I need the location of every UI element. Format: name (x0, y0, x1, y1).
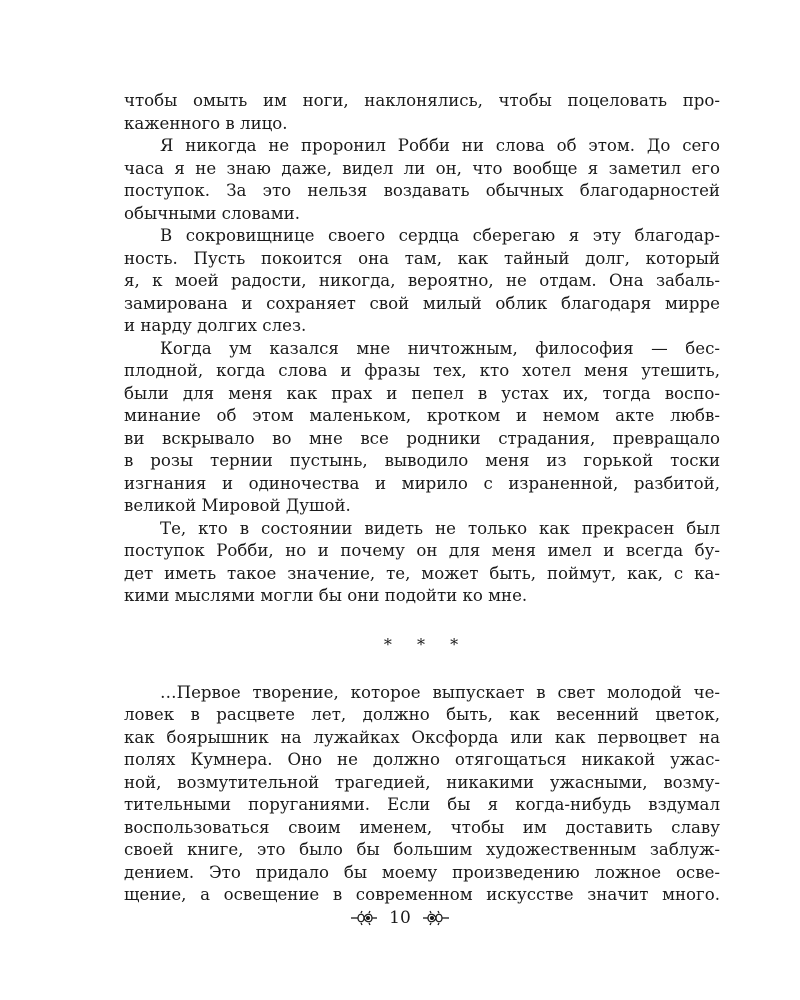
text-line: воспользоваться своим именем, чтобы им доставить славу (124, 817, 720, 837)
text-line: изгнания и одиночества и мирило с израненной, разбитой, (124, 473, 720, 493)
text-line: своей книге, это было бы большим художественным заблуж- (124, 840, 720, 859)
text-line: ной, возмутительной трагедией, никакими ужасными, возму- (124, 772, 720, 792)
page-body (124, 90, 720, 907)
text-line: обычными словами. (124, 203, 300, 223)
text-line: полях Кумнера. Оно не должно отягощаться никакой ужас- (124, 750, 720, 769)
page-number: 10 (389, 908, 411, 928)
text-line: ловек в расцвете лет, должно быть, как весенний цветок, (124, 705, 720, 724)
text-line: в розы тернии пустынь, выводило меня из горькой тоски (124, 451, 720, 470)
text-line: минание об этом маленьком, кротком и немом акте любв- (124, 406, 720, 425)
text-line: часа я не знаю даже, видел ли он, что вообще я заметил его (124, 158, 720, 178)
text-line: чтобы омыть им ноги, наклонялись, чтобы поцеловать про- (124, 91, 720, 110)
text-line: В сокровищнице своего сердца сберегаю я эту благодар- (160, 226, 720, 245)
fleuron-icon (349, 910, 379, 926)
text-line: …Первое творение, которое выпускает в свет молодой че- (160, 682, 720, 702)
text-line: ви вскрывало во мне все родники страдания, превращало (124, 428, 720, 448)
text-line: ность. Пусть покоится она там, как тайный долг, который (124, 248, 720, 268)
fleuron-icon (421, 910, 451, 926)
text-line: плодной, когда слова и фразы тех, кто хотел меня утешить, (124, 361, 720, 380)
paragraph-3 (124, 225, 720, 338)
text-line: как боярышник на лужайках Оксфорда или как первоцвет на (124, 727, 720, 747)
text-line: Когда ум казался мне ничтожным, философия — бес- (160, 338, 720, 358)
text-line: замирована и сохраняет свой милый облик благодаря мирре (124, 293, 720, 313)
text-line: Те, кто в состоянии видеть не только как прекрасен был (160, 518, 720, 538)
text-line: каженного в лицо. (124, 113, 288, 133)
page-footer (0, 908, 800, 928)
paragraph-2 (124, 135, 720, 225)
text-line: и нарду долгих слез. (124, 316, 307, 335)
text-line: дет иметь такое значение, те, может быть, поймут, как, с ка- (124, 563, 720, 583)
paragraph-4 (124, 338, 720, 518)
text-line: дением. Это придало бы моему произведению ложное осве- (124, 862, 720, 882)
spacer (124, 656, 720, 682)
text-line: поступок. За это нельзя воздавать обычных благодарностей (124, 181, 720, 200)
section-separator: * * * (383, 634, 469, 654)
text-line: я, к моей радости, никогда, вероятно, не отдам. Она забаль- (124, 271, 720, 290)
text-line: великой Мировой Душой. (124, 496, 351, 515)
text-line: были для меня как прах и пепел в устах их, тогда воспо- (124, 383, 720, 403)
paragraph-5 (124, 518, 720, 608)
section-2-paragraph (124, 682, 720, 907)
text-line: поступок Робби, но и почему он для меня имел и всегда бу- (124, 541, 720, 560)
spacer (124, 608, 720, 634)
text-line: тительными поруганиями. Если бы я когда-нибудь вздумал (124, 795, 720, 814)
text-line: Я никогда не проронил Робби ни слова об этом. До сего (160, 136, 720, 155)
paragraph-1 (124, 90, 720, 135)
text-line: щение, а освещение в современном искусстве значит много. (124, 885, 720, 904)
text-line: кими мыслями могли бы они подойти ко мне. (124, 586, 528, 605)
